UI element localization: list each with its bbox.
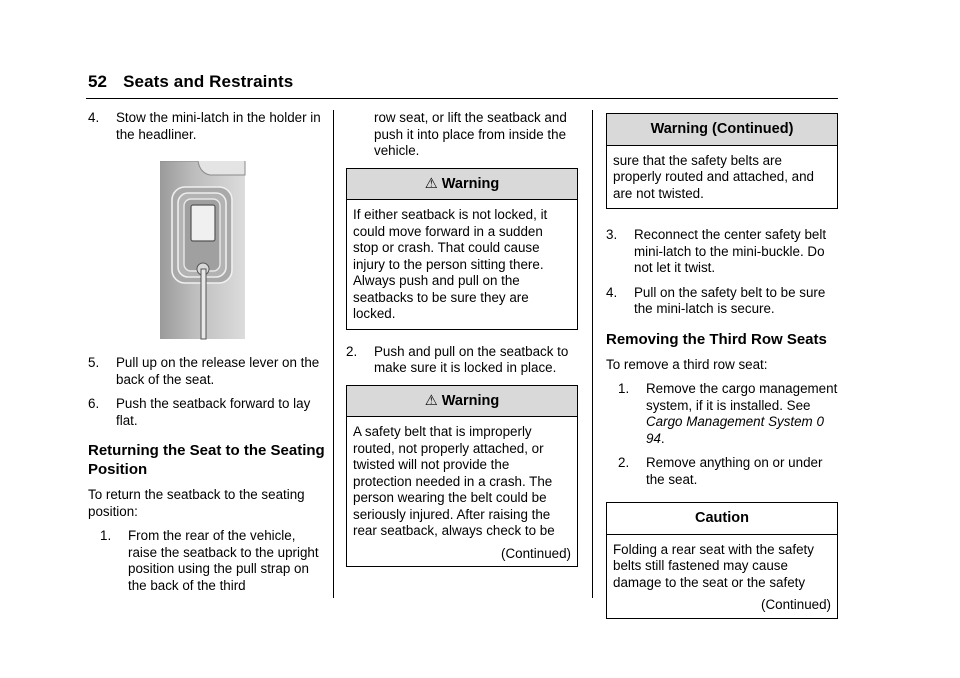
caution-body: Folding a rear seat with the safety belts still fastened may cause damage to the seat or the safety bbox=[613, 541, 814, 590]
warning-header bbox=[347, 386, 577, 418]
continued-label: (Continued) bbox=[761, 597, 831, 612]
headliner-holder-svg bbox=[88, 161, 326, 341]
step-1-raise-seatback bbox=[88, 528, 326, 594]
returning-intro: To return the seatback to the seating position: bbox=[88, 487, 305, 519]
step-text: Push the seatback forward to lay flat. bbox=[116, 396, 311, 428]
warning-icon: ⚠ bbox=[424, 175, 438, 192]
column-divider-left bbox=[333, 110, 334, 598]
warning-header: Warning (Continued) bbox=[607, 114, 837, 146]
step-number: 4. bbox=[606, 284, 618, 300]
step-text: Pull up on the release lever on the back of the seat. bbox=[116, 355, 320, 387]
column-3 bbox=[606, 110, 838, 633]
page-number: 52 bbox=[88, 72, 108, 91]
step-number: 5. bbox=[88, 355, 100, 370]
page-reference[interactable]: 0 94 bbox=[646, 414, 824, 446]
warning-header bbox=[347, 169, 577, 201]
step-text: Stow the mini-latch in the holder in the headliner. bbox=[116, 110, 321, 142]
warning-body: A safety belt that is improperly routed, not properly attached, or twisted will not provide the protection needed in a crash. The person wearing the belt could be seriously injured. After raising the rear seatback, always check to be bbox=[353, 424, 555, 538]
warning-box-continued bbox=[606, 113, 838, 209]
headliner-holder-illustration bbox=[88, 161, 326, 341]
caution-box bbox=[606, 502, 838, 619]
removing-intro: To remove a third row seat: bbox=[606, 356, 768, 372]
step-4-pull-belt bbox=[606, 285, 838, 318]
step-1-remove-cargo bbox=[606, 381, 838, 447]
step-number: 6. bbox=[88, 396, 100, 411]
warning-icon: ⚠ bbox=[424, 392, 438, 409]
warning-title: Warning bbox=[441, 392, 500, 409]
step-3-reconnect bbox=[606, 227, 838, 277]
step-number: 2. bbox=[346, 343, 358, 359]
step-6-push-seatback bbox=[88, 396, 326, 429]
page-header bbox=[88, 72, 293, 92]
column-divider-right bbox=[592, 110, 593, 598]
step-number: 3. bbox=[606, 227, 618, 242]
header-rule bbox=[86, 98, 838, 99]
warning-box-seatback bbox=[346, 168, 578, 330]
step-1-continued: row seat, or lift the seatback and push it into place from inside the vehicle. bbox=[374, 110, 567, 158]
step-number: 1. bbox=[100, 528, 112, 543]
step-2-push-pull bbox=[346, 344, 578, 377]
warning-box-safety-belt bbox=[346, 385, 578, 568]
column-1 bbox=[88, 110, 326, 602]
step-4-stow bbox=[88, 110, 326, 143]
step-number: 1. bbox=[618, 381, 630, 396]
continued-label: (Continued) bbox=[501, 545, 571, 561]
heading-returning-seat: Returning the Seat to the Seating Position bbox=[88, 442, 325, 478]
step-5-release-lever bbox=[88, 355, 326, 388]
step-text: Remove the cargo management system, if it is installed. See bbox=[646, 381, 838, 413]
step-text: Reconnect the center safety belt mini-latch to the mini-buckle. Do not let it twist. bbox=[634, 227, 827, 275]
heading-removing-third-row: Removing the Third Row Seats bbox=[606, 330, 827, 348]
step-text: Pull on the safety belt to be sure the mini-latch is secure. bbox=[634, 284, 826, 316]
cross-reference-link[interactable]: Cargo Management System bbox=[646, 414, 813, 429]
caution-header: Caution bbox=[607, 503, 837, 535]
section-title: Seats and Restraints bbox=[123, 72, 294, 91]
step-number: 2. bbox=[618, 455, 630, 470]
warning-body: sure that the safety belts are properly routed and attached, and are not twisted. bbox=[613, 152, 815, 201]
step-number: 4. bbox=[88, 110, 100, 125]
step-text-end: . bbox=[660, 430, 665, 446]
step-text: Push and pull on the seatback to make sure it is locked in place. bbox=[374, 343, 569, 375]
step-text: Remove anything on or under the seat. bbox=[646, 455, 823, 487]
column-2 bbox=[346, 110, 578, 581]
step-2-remove-anything bbox=[606, 455, 838, 488]
warning-body: If either seatback is not locked, it could move forward in a sudden stop or crash. That could cause injury to the person sitting there. Always push and pull on the seatbacks to be sure they are locked. bbox=[353, 207, 548, 321]
step-text: From the rear of the vehicle, raise the seatback to the upright position using the pull strap on the back of the third bbox=[128, 528, 319, 593]
warning-title: Warning bbox=[441, 175, 500, 192]
